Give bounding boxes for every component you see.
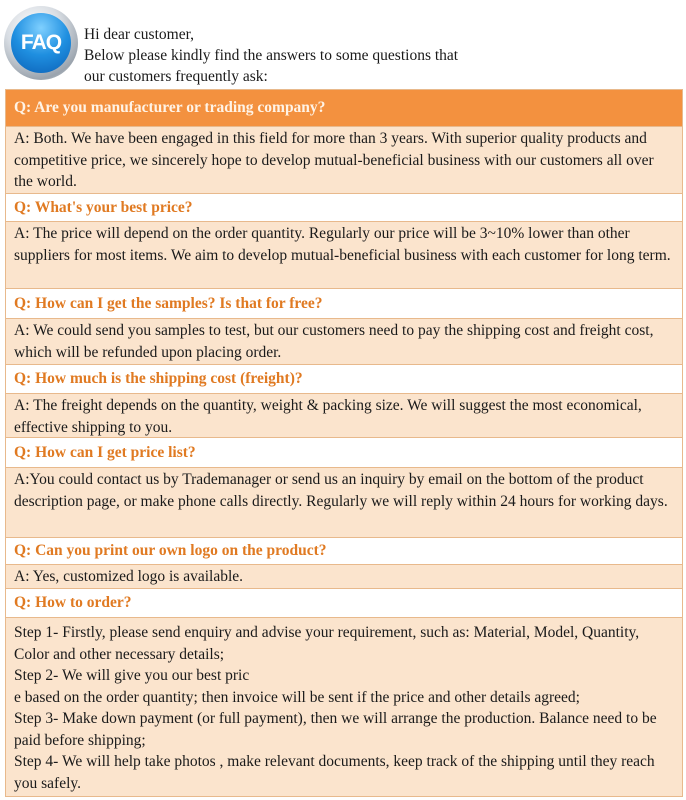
faq-question: Q: How can I get the samples? Is that for free? bbox=[6, 289, 682, 319]
order-step: Step 2- We will give you our best pric bbox=[14, 667, 250, 684]
faq-answer-steps bbox=[6, 618, 682, 796]
faq-header bbox=[0, 0, 686, 89]
faq-answer: A: Yes, customized logo is available. bbox=[6, 565, 682, 589]
faq-question: Q: How can I get price list? bbox=[6, 438, 682, 468]
intro-text bbox=[84, 24, 458, 87]
order-step: e based on the order quantity; then invoice will be sent if the price and other details agreed; bbox=[14, 688, 580, 706]
faq-answer: A:You could contact us by Trademanager or send us an inquiry by email on the bottom of the product description page, or make phone calls directly. Regularly we will reply within 24 hours for working days. bbox=[6, 468, 682, 538]
faq-logo bbox=[4, 6, 78, 80]
faq-question: Q: Are you manufacturer or trading company? bbox=[6, 90, 682, 127]
intro-line: our customers frequently ask: bbox=[84, 68, 268, 85]
faq-question: Q: Can you print our own logo on the product? bbox=[6, 538, 682, 565]
greeting: Hi dear customer, bbox=[84, 26, 194, 43]
faq-answer: A: Both. We have been engaged in this field for more than 3 years. With superior quality products and competitive price, we sincerely hope to develop mutual-beneficial business with our customers all over the world. bbox=[6, 127, 682, 194]
faq-answer: A: The price will depend on the order quantity. Regularly our price will be 3~10% lower than other suppliers for most items. We aim to develop mutual-beneficial business with each customer for long term. bbox=[6, 222, 682, 289]
faq-question: Q: How to order? bbox=[6, 589, 682, 618]
faq-logo-text: FAQ bbox=[11, 13, 71, 73]
faq-answer: A: We could send you samples to test, but our customers need to pay the shipping cost and freight cost, which will be refunded upon placing order. bbox=[6, 319, 682, 365]
intro-line: Below please kindly find the answers to some questions that bbox=[84, 47, 459, 64]
order-step: Step 4- We will help take photos , make relevant documents, keep track of the shipping until they reach you safely. bbox=[14, 753, 655, 792]
faq-question: Q: What's your best price? bbox=[6, 194, 682, 222]
faq-table bbox=[5, 89, 683, 797]
faq-answer: A: The freight depends on the quantity, weight & packing size. We will suggest the most economical, effective shipping to you. bbox=[6, 394, 682, 438]
faq-question: Q: How much is the shipping cost (freight)? bbox=[6, 365, 682, 394]
order-step: Step 1- Firstly, please send enquiry and advise your requirement, such as: Material, Model, Quantity, Color and other necessary details; bbox=[14, 624, 640, 663]
order-step: Step 3- Make down payment (or full payment), then we will arrange the production. Balance need to be paid before shipping; bbox=[14, 710, 657, 749]
